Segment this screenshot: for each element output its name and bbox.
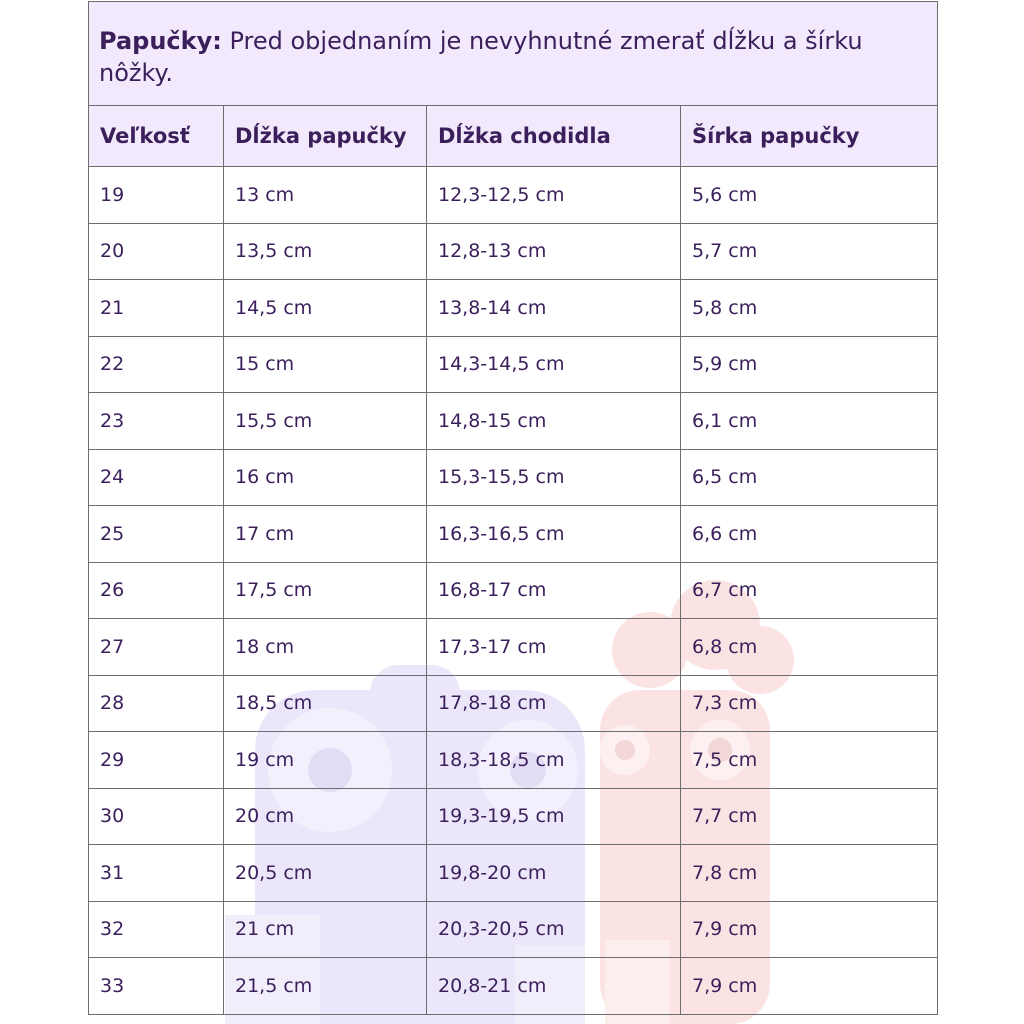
size-table-container: [88, 1, 937, 1015]
size-cell: 32: [89, 901, 224, 958]
slipper-length-cell: 17,5 cm: [224, 562, 427, 619]
slipper-width-cell: 5,9 cm: [681, 336, 938, 393]
header-size: Veľkosť: [89, 106, 224, 167]
table-row: [89, 167, 938, 224]
foot-length-cell: 19,3-19,5 cm: [427, 788, 681, 845]
foot-length-cell: 12,8-13 cm: [427, 223, 681, 280]
foot-length-cell: 19,8-20 cm: [427, 845, 681, 902]
slipper-length-cell: 19 cm: [224, 732, 427, 789]
size-cell: 25: [89, 506, 224, 563]
table-row: [89, 675, 938, 732]
table-row: [89, 280, 938, 337]
slipper-length-cell: 13,5 cm: [224, 223, 427, 280]
header-foot-length: Dĺžka chodidla: [427, 106, 681, 167]
table-row: [89, 336, 938, 393]
table-row: [89, 732, 938, 789]
size-cell: 21: [89, 280, 224, 337]
slipper-length-cell: 21,5 cm: [224, 958, 427, 1015]
size-cell: 20: [89, 223, 224, 280]
size-cell: 28: [89, 675, 224, 732]
slipper-length-cell: 17 cm: [224, 506, 427, 563]
foot-length-cell: 14,8-15 cm: [427, 393, 681, 450]
slipper-width-cell: 6,6 cm: [681, 506, 938, 563]
slipper-width-cell: 5,8 cm: [681, 280, 938, 337]
slipper-width-cell: 7,3 cm: [681, 675, 938, 732]
caption-bold: Papučky:: [99, 26, 222, 55]
slipper-width-cell: 7,9 cm: [681, 958, 938, 1015]
foot-length-cell: 17,8-18 cm: [427, 675, 681, 732]
size-cell: 29: [89, 732, 224, 789]
table-row: [89, 619, 938, 676]
table-row: [89, 223, 938, 280]
foot-length-cell: 14,3-14,5 cm: [427, 336, 681, 393]
table-row: [89, 562, 938, 619]
size-cell: 26: [89, 562, 224, 619]
slipper-length-cell: 15 cm: [224, 336, 427, 393]
caption-text: Pred objednaním je nevyhnutné zmerať dĺžku a šírku nôžky.: [99, 26, 863, 87]
slipper-width-cell: 7,7 cm: [681, 788, 938, 845]
slipper-width-cell: 7,8 cm: [681, 845, 938, 902]
table-row: [89, 901, 938, 958]
size-cell: 30: [89, 788, 224, 845]
caption-row: [89, 2, 938, 106]
slipper-width-cell: 5,6 cm: [681, 167, 938, 224]
foot-length-cell: 16,8-17 cm: [427, 562, 681, 619]
size-cell: 19: [89, 167, 224, 224]
foot-length-cell: 12,3-12,5 cm: [427, 167, 681, 224]
foot-length-cell: 18,3-18,5 cm: [427, 732, 681, 789]
slipper-length-cell: 16 cm: [224, 449, 427, 506]
size-cell: 33: [89, 958, 224, 1015]
foot-length-cell: 15,3-15,5 cm: [427, 449, 681, 506]
foot-length-cell: 17,3-17 cm: [427, 619, 681, 676]
slipper-length-cell: 20,5 cm: [224, 845, 427, 902]
header-slipper-length: Dĺžka papučky: [224, 106, 427, 167]
table-row: [89, 845, 938, 902]
size-cell: 31: [89, 845, 224, 902]
slipper-width-cell: 6,7 cm: [681, 562, 938, 619]
table-body: [89, 167, 938, 1015]
slipper-length-cell: 13 cm: [224, 167, 427, 224]
header-row: [89, 106, 938, 167]
slipper-length-cell: 21 cm: [224, 901, 427, 958]
table-row: [89, 449, 938, 506]
slipper-width-cell: 7,5 cm: [681, 732, 938, 789]
slipper-length-cell: 15,5 cm: [224, 393, 427, 450]
slipper-width-cell: 6,8 cm: [681, 619, 938, 676]
size-cell: 27: [89, 619, 224, 676]
slipper-width-cell: 5,7 cm: [681, 223, 938, 280]
foot-length-cell: 20,8-21 cm: [427, 958, 681, 1015]
table-row: [89, 506, 938, 563]
foot-length-cell: 13,8-14 cm: [427, 280, 681, 337]
table-row: [89, 788, 938, 845]
size-table: [88, 1, 938, 1015]
table-row: [89, 958, 938, 1015]
table-row: [89, 393, 938, 450]
size-cell: 23: [89, 393, 224, 450]
size-cell: 24: [89, 449, 224, 506]
size-cell: 22: [89, 336, 224, 393]
slipper-width-cell: 6,5 cm: [681, 449, 938, 506]
slipper-length-cell: 14,5 cm: [224, 280, 427, 337]
header-slipper-width: Šírka papučky: [681, 106, 938, 167]
table-caption: [89, 2, 938, 106]
slipper-width-cell: 6,1 cm: [681, 393, 938, 450]
foot-length-cell: 20,3-20,5 cm: [427, 901, 681, 958]
slipper-width-cell: 7,9 cm: [681, 901, 938, 958]
slipper-length-cell: 18 cm: [224, 619, 427, 676]
slipper-length-cell: 20 cm: [224, 788, 427, 845]
foot-length-cell: 16,3-16,5 cm: [427, 506, 681, 563]
slipper-length-cell: 18,5 cm: [224, 675, 427, 732]
